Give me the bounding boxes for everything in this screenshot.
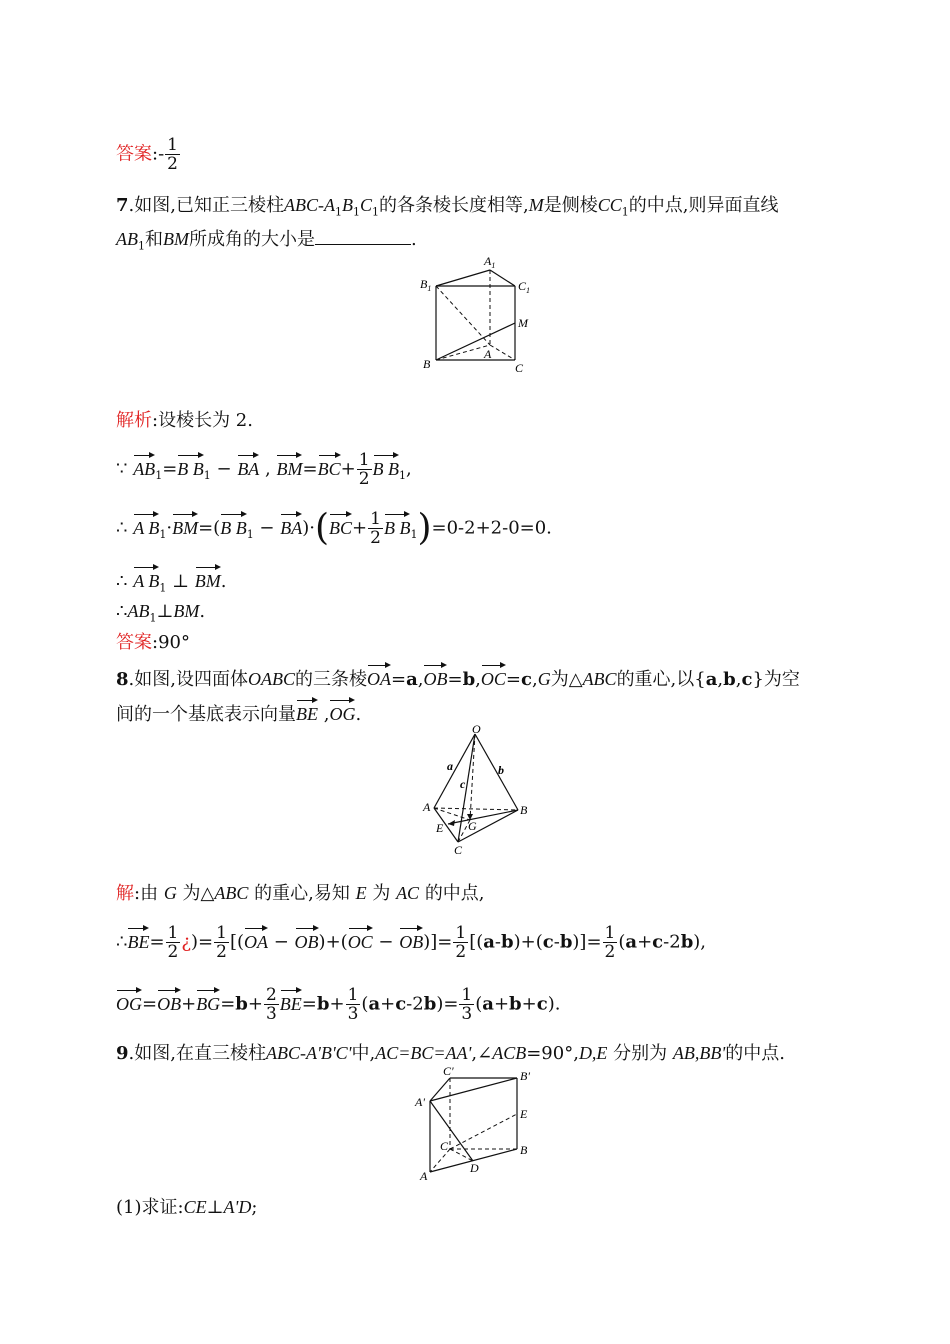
label-C: C	[440, 1139, 449, 1153]
q8-solution-line2: OG=OB+BG=b+ $\frac{2}{3}$ BE=b+ $\frac{1}{3}$ (a+c-2b)= $\frac{1}{3}$ (a+b+c).	[116, 985, 561, 1024]
label-E: E	[436, 821, 444, 835]
answer-blank[interactable]	[315, 230, 411, 245]
q7-answer: 答案:90°	[116, 632, 190, 653]
label-A1: $A_1$	[484, 254, 496, 270]
q7-prism-figure	[412, 250, 542, 380]
label-B1: $B_1$	[420, 277, 432, 293]
label-B: B	[520, 1143, 528, 1157]
label-E: E	[520, 1107, 528, 1121]
label-O: O	[472, 724, 481, 736]
label-C1: $C_1$	[518, 279, 531, 295]
label-C: C	[515, 361, 524, 375]
question-number: 7	[116, 195, 129, 216]
q7-line1: 7.如图,已知正三棱柱ABC-$A_1B_1C_1$的各条棱长度相等,M是侧棱$CC_1$的中点,则异面直线	[116, 195, 779, 219]
label-b: b	[498, 763, 504, 777]
answer-6: 答案:- $\frac{1}{2}$	[116, 135, 178, 174]
label-G: G	[468, 819, 477, 833]
label-B1: B'	[520, 1069, 530, 1083]
label-a: a	[447, 759, 453, 773]
label-A: A	[420, 1169, 428, 1183]
q7-solution-line3: ∴ A $B_1$ ⊥ BM.	[116, 564, 227, 602]
q7-solution-header: 解析:设棱长为 2.	[116, 410, 253, 431]
q8-solution-header: 解:由 G 为△ABC 的重心,易知 E 为 AC 的中点,	[116, 883, 485, 904]
label-C1: C'	[443, 1066, 454, 1078]
q9-line1: 9.如图,在直三棱柱ABC-A'B'C'中,AC=BC=AA',∠ACB=90°,D,E 分别为 AB,BB'的中点.	[116, 1043, 785, 1064]
label-B: B	[423, 357, 431, 371]
q8-line2: 间的一个基底表示向量BE ,OG.	[116, 697, 361, 728]
label-c: c	[460, 777, 466, 791]
label-C: C	[454, 843, 463, 857]
label-D: D	[470, 1161, 479, 1175]
q9-prism-figure	[412, 1066, 542, 1184]
label-A1: A'	[415, 1095, 425, 1109]
q7-solution-line4: $\therefore AB_1\perp BM$.	[116, 601, 206, 625]
q7-solution-line2: ∴ A $B_1\cdot BM=(B$ $B_1 - BA)\cdot(BC+$ $\frac{1}{2}$ B $B_1)=0-2+2-0=0$.	[116, 507, 552, 549]
label-M: M	[518, 316, 528, 330]
fraction: $\frac{1}{2}$	[167, 135, 178, 174]
answer-label: 答案	[116, 143, 152, 165]
q8-solution-line1: ∴BE= $\frac{1}{2}$ ¿)= $\frac{1}{2}$ [(OA − OB)+(OC − OB)]= $\frac{1}{2}$ [(a-b)+(c-b)]= $\frac{1}{2}$ (a+c-2b),	[116, 923, 707, 962]
q9-part1: (1)求证:CE⊥A'D;	[116, 1197, 258, 1218]
q7-line2: $AB_1$和BM所成角的大小是 .	[116, 229, 417, 253]
q7-solution-line1: ∵ $AB_1=B$ $B_1$ − BA , BM=BC+ $\frac{1}{2}$ B $B_1$,	[116, 450, 412, 489]
q8-line1: 8.如图,设四面体OABC的三条棱OA=a,OB=b,OC=c,G为△ABC的重心,以{a,b,c}为空	[116, 662, 800, 693]
label-A: A	[423, 800, 431, 814]
q8-tetrahedron-figure	[420, 724, 540, 858]
label-A: A	[484, 347, 492, 361]
label-B: B	[520, 803, 528, 817]
